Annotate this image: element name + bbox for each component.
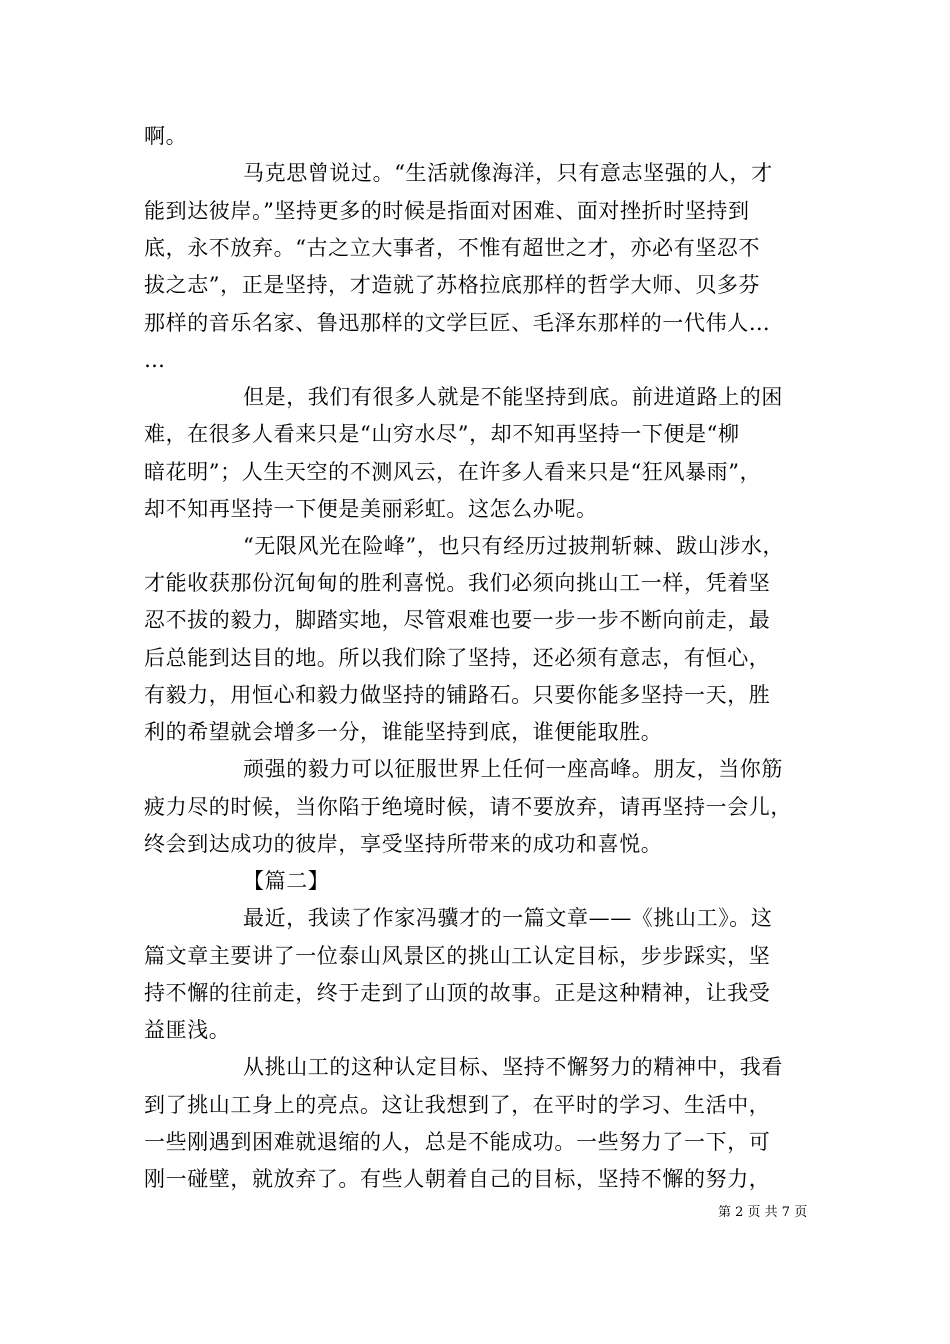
text-line: 才能收获那份沉甸甸的胜利喜悦。我们必须向挑山工一样，凭着坚: [144, 571, 771, 595]
text-line: 底，永不放弃。“古之立大事者，不惟有超世之才，亦必有坚忍不: [144, 236, 761, 260]
text-line: 利的希望就会增多一分，谁能坚持到底，谁便能取胜。: [144, 720, 663, 744]
text-line: 最近，我读了作家冯骥才的一篇文章——《挑山工》。这: [243, 906, 773, 930]
text-line: 却不知再坚持一下便是美丽彩虹。这怎么办呢。: [144, 497, 598, 521]
text-line: …: [144, 348, 166, 372]
text-line: 益匪浅。: [144, 1018, 231, 1042]
text-line: 从挑山工的这种认定目标、坚持不懈努力的精神中，我看: [243, 1055, 783, 1079]
text-line: 难，在很多人看来只是“山穷水尽”，却不知再坚持一下便是“柳: [144, 422, 740, 446]
text-line: 能到达彼岸。”坚持更多的时候是指面对困难、面对挫折时坚持到: [144, 199, 750, 223]
text-line: 终会到达成功的彼岸，享受坚持所带来的成功和喜悦。: [144, 832, 663, 856]
text-line: 疲力尽的时候，当你陷于绝境时候，请不要放弃，请再坚持一会儿，: [144, 795, 792, 819]
text-line: “无限风光在险峰”，也只有经历过披荆斩棘、跋山涉水，: [243, 534, 785, 558]
text-line: 持不懈的往前走，终于走到了山顶的故事。正是这种精神，让我受: [144, 981, 771, 1005]
text-line: 后总能到达目的地。所以我们除了坚持，还必须有意志，有恒心，: [144, 646, 771, 670]
text-line: 拔之志”，正是坚持，才造就了苏格拉底那样的哲学大师、贝多芬: [144, 273, 761, 297]
text-line: 那样的音乐名家、鲁迅那样的文学巨匠、毛泽东那样的一代伟人…: [144, 311, 771, 335]
text-line: 篇文章主要讲了一位泰山风景区的挑山工认定目标，步步踩实，坚: [144, 944, 771, 968]
text-line: 有毅力，用恒心和毅力做坚持的铺路石。只要你能多坚持一天，胜: [144, 683, 771, 707]
text-line: 一些刚遇到困难就退缩的人，总是不能成功。一些努力了一下，可: [144, 1130, 771, 1154]
text-line: 刚一碰壁，就放弃了。有些人朝着自己的目标，坚持不懈的努力，: [144, 1167, 771, 1191]
text-line: 暗花明”；人生天空的不测风云，在许多人看来只是“狂风暴雨”，: [144, 460, 762, 484]
text-line: 到了挑山工身上的亮点。这让我想到了，在平时的学习、生活中，: [144, 1093, 771, 1117]
text-line: 忍不拔的毅力，脚踏实地，尽管艰难也要一步一步不断向前走，最: [144, 608, 771, 632]
section-heading: 【篇二】: [243, 869, 330, 893]
text-line: 顽强的毅力可以征服世界上任何一座高峰。朋友，当你筋: [243, 757, 783, 781]
text-line: 但是，我们有很多人就是不能坚持到底。前进道路上的困: [243, 385, 783, 409]
text-line: 马克思曾说过。“生活就像海洋，只有意志坚强的人，才: [243, 161, 773, 185]
page-number: 第 2 页 共 7 页: [718, 1205, 808, 1220]
text-line: 啊。: [144, 124, 188, 148]
